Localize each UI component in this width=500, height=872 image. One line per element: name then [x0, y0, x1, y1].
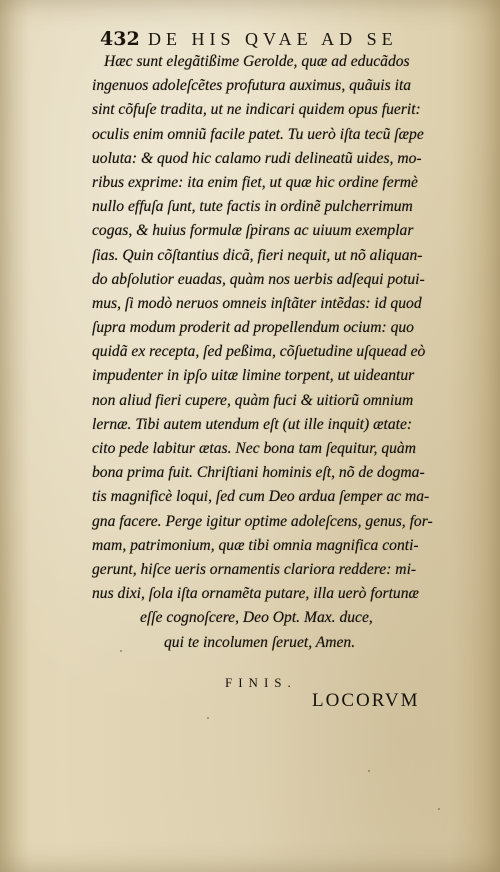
- paper-fleck: [368, 770, 370, 772]
- text-line: bona prima fuit. Chriſtiani hominis eſt, nõ de dogma-: [92, 464, 425, 482]
- text-line: eſſe cognoſcere, Deo Opt. Max. duce,: [140, 609, 373, 627]
- catchword: LOCORVM: [312, 690, 420, 711]
- paper-fleck: [207, 717, 209, 719]
- text-line: gna facere. Perge igitur optime adoleſcens, genus, for-: [92, 512, 433, 530]
- text-line: cogas, & huius formulæ ſpirans ac uiuum exemplar: [92, 222, 414, 240]
- text-line: mus, ſi modò neruos omneis inſtãter intẽdas: id quod: [92, 294, 422, 312]
- text-line: ſias. Quin cõſtantius dicã, fieri nequit, ut nõ aliquan-: [92, 246, 423, 264]
- text-line: mam, patrimonium, quæ tibi omnia magnifica conti-: [92, 536, 419, 554]
- text-line: nullo effuſa ſunt, tute factis in ordinẽ pulcherrimum: [92, 198, 413, 216]
- text-line: oculis enim omniũ facile patet. Tu uerò iſta tecũ ſæpe: [92, 125, 424, 143]
- running-title: DE HIS QVAE AD SE: [148, 29, 398, 49]
- text-line: nus dixi, ſola iſta ornamẽta putare, illa uerò fortunæ: [92, 585, 419, 603]
- text-line: do abſolutior euadas, quàm nos uerbis adſequi potui-: [92, 270, 425, 288]
- body-text: [92, 50, 464, 655]
- text-line: gerunt, hiſce ueris ornamentis clariora reddere: mi-: [92, 560, 417, 578]
- text-line: Hæc sunt elegãtißime Gerolde, quæ ad educãdos: [104, 53, 410, 70]
- text-line: impudenter in ipſo uitæ limine torpent, ut uideantur: [92, 367, 415, 385]
- text-line: tis magnificè loqui, ſed cum Deo ardua ſemper ac ma-: [92, 488, 430, 506]
- text-line: lernæ. Tibi autem utendum eſt (ut ille inquit) ætate:: [92, 415, 413, 433]
- paper-fleck: [438, 808, 440, 810]
- text-line: ribus exprime: ita enim fiet, ut quæ hic ordine fermè: [92, 173, 418, 191]
- paper-fleck: [120, 650, 122, 652]
- page-number: 432: [100, 28, 140, 50]
- text-line: ſupra modum proderit ad propellendum ocium: quo: [92, 319, 414, 337]
- text-line: quidã ex recepta, ſed peßima, cõſuetudine uſquead eò: [92, 343, 426, 361]
- finis-label: FINIS.: [225, 675, 297, 690]
- text-line: uoluta: & quod hic calamo rudi delineatũ uides, mo-: [92, 149, 422, 167]
- text-line: qui te incolumen ſeruet, Amen.: [164, 633, 356, 651]
- text-line: cito pede labitur ætas. Nec bona tam ſequitur, quàm: [92, 440, 416, 457]
- text-line: non aliud fieri cupere, quàm fuci & uitiorũ omnium: [92, 391, 414, 409]
- text-line: ingenuos adoleſcẽtes profutura auximus, quãuis ita: [92, 77, 412, 95]
- text-line: sint cõfuſe tradita, ut ne indicari quidem opus fuerit:: [92, 101, 421, 119]
